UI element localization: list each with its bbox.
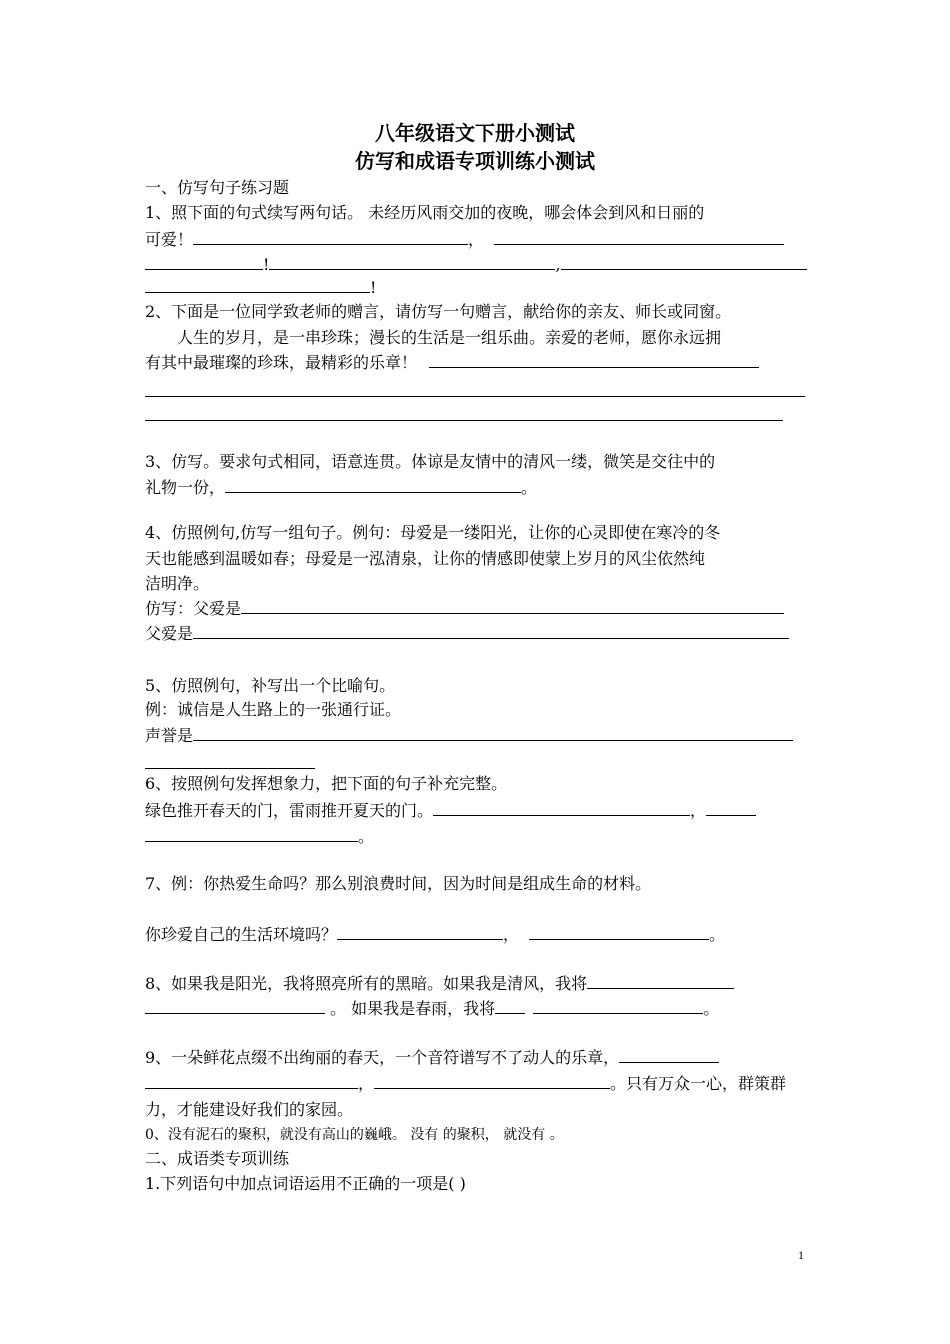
q5-line1: 5、仿照例句，补写出一个比喻句。 [145,676,396,695]
q9-sep: ， [358,1074,375,1093]
q1-sep-2: ! [263,255,270,274]
q6-blank-3[interactable] [145,827,358,842]
q8-blank-4[interactable] [533,999,703,1014]
q9-line2-text: 。只有万众一心，群策群 [610,1074,787,1093]
q1-blank-1[interactable] [193,230,468,245]
q3-line1: 3、仿写。要求句式相同，语意连贯。体谅是友情中的清风一缕，微笑是交往中的 [145,452,716,471]
q2-line3-text: 有其中最璀璨的珍珠，最精彩的乐章！ [145,353,418,372]
q9-blank-1[interactable] [619,1048,719,1063]
q1-blank-5[interactable] [561,255,807,270]
q1-line3 [145,255,810,275]
q5-line3 [145,726,810,746]
q6-blank-1[interactable] [433,801,690,816]
doc-subtitle: 仿写和成语专项训练小测试 [355,149,595,173]
q1-blank-2[interactable] [494,230,784,245]
q6-blank-2[interactable] [706,801,756,816]
q6-sep: ， [690,801,707,820]
q4-line5 [145,624,810,644]
q7-end: 。 [709,925,726,944]
q3-blank[interactable] [225,478,521,493]
q4-line5-text: 父爱是 [145,624,194,643]
q5-line2: 例：诚信是人生路上的一张通行证。 [145,700,402,719]
q5-line3-text: 声誉是 [145,726,194,745]
q2-blank-2[interactable] [145,396,805,397]
q9-line2 [145,1074,810,1094]
q8-end: 。 [703,999,720,1018]
q7-sep: ， [503,925,520,944]
q1-line1: 1、照下面的句式续写两句话。 未经历风雨交加的夜晚，哪会体会到风和日丽的 [145,203,705,222]
page-number: 1 [798,1248,804,1262]
q2-blank-1[interactable] [429,353,759,368]
section-1-heading: 一、仿写句子练习题 [145,178,290,197]
q1-sep-1: ， [468,230,485,249]
q3-end: 。 [521,478,538,497]
q2-line3 [145,353,810,373]
q4-line3: 洁明净。 [145,574,210,593]
q5-blank-1[interactable] [193,726,793,741]
q2-line1: 2、下面是一位同学致老师的赠言，请仿写一句赠言，献给你的亲友、师长或同窗。 [145,302,732,321]
q6-line1: 6、按照例句发挥想象力，把下面的句子补充完整。 [145,774,508,793]
q4-line4-text: 仿写：父爱是 [145,599,242,618]
q9-line1-text: 9、一朵鲜花点缀不出绚丽的春天，一个音符谱写不了动人的乐章， [145,1048,620,1067]
q10-line: 0、没有泥石的聚积，就没有高山的巍峨。 没有 的聚积， 就没有 。 [145,1127,564,1143]
q4-line1: 4、仿照例句,仿写一组句子。例句：母爱是一缕阳光，让你的心灵即使在寒冷的冬 [145,523,721,542]
q8-blank-3[interactable] [495,999,525,1014]
q3-line2-text: 礼物一份， [145,478,226,497]
q3-line2 [145,478,810,498]
q6-line3 [145,827,810,847]
q1-line2 [145,230,810,250]
q7-line2-text: 你珍爱自己的生活环境吗？ [145,925,338,944]
q9-line1 [145,1048,810,1068]
q9-blank-3[interactable] [374,1074,610,1089]
section-2-heading: 二、成语类专项训练 [145,1149,290,1168]
q6-end: 。 [358,827,375,846]
q4-blank-1[interactable] [241,599,784,614]
q1-blank-6[interactable] [145,278,370,293]
q7-blank-2[interactable] [529,925,709,940]
q1-line2-text: 可爱！ [145,230,194,249]
q7-blank-1[interactable] [337,925,503,940]
doc-title: 八年级语文下册小测试 [375,121,575,145]
q6-line2-text: 绿色推开春天的门，雷雨推开夏天的门。 [145,801,434,820]
q7-line2 [145,925,810,945]
q2-blank-3[interactable] [145,420,783,421]
q1-blank-4[interactable] [269,255,555,270]
q8-line2-text: 。 如果我是春雨，我将 [325,999,496,1018]
q1-sep-4: ! [370,278,377,297]
q8-line2 [145,999,810,1019]
q4-blank-2[interactable] [193,624,789,639]
q5-blank-2[interactable] [145,768,315,769]
q8-line1 [145,974,810,994]
q4-line2: 天也能感到温暖如春；母爱是一泓清泉，让你的情感即使蒙上岁月的风尘依然纯 [145,549,706,568]
q6-line2 [145,801,810,821]
q4-line4 [145,599,810,619]
q1-sep-3: , [555,255,561,274]
q8-blank-2[interactable] [145,999,325,1014]
s2-q1-line: 1.下列语句中加点词语运用不正确的一项是( ) [145,1174,466,1193]
q1-blank-3[interactable] [145,255,263,270]
q8-line1-text: 8、如果我是阳光，我将照亮所有的黑暗。如果我是清风，我将 [145,974,588,993]
q1-line4 [145,278,810,298]
q9-line3: 力，才能建设好我们的家园。 [145,1100,354,1119]
q7-line1: 7、例：你热爱生命吗？那么别浪费时间，因为时间是组成生命的材料。 [145,874,652,893]
q2-line2: 人生的岁月，是一串珍珠；漫长的生活是一组乐曲。亲爱的老师，愿你永远拥 [177,328,722,347]
q8-blank-1[interactable] [587,974,734,989]
q9-blank-2[interactable] [145,1074,358,1089]
